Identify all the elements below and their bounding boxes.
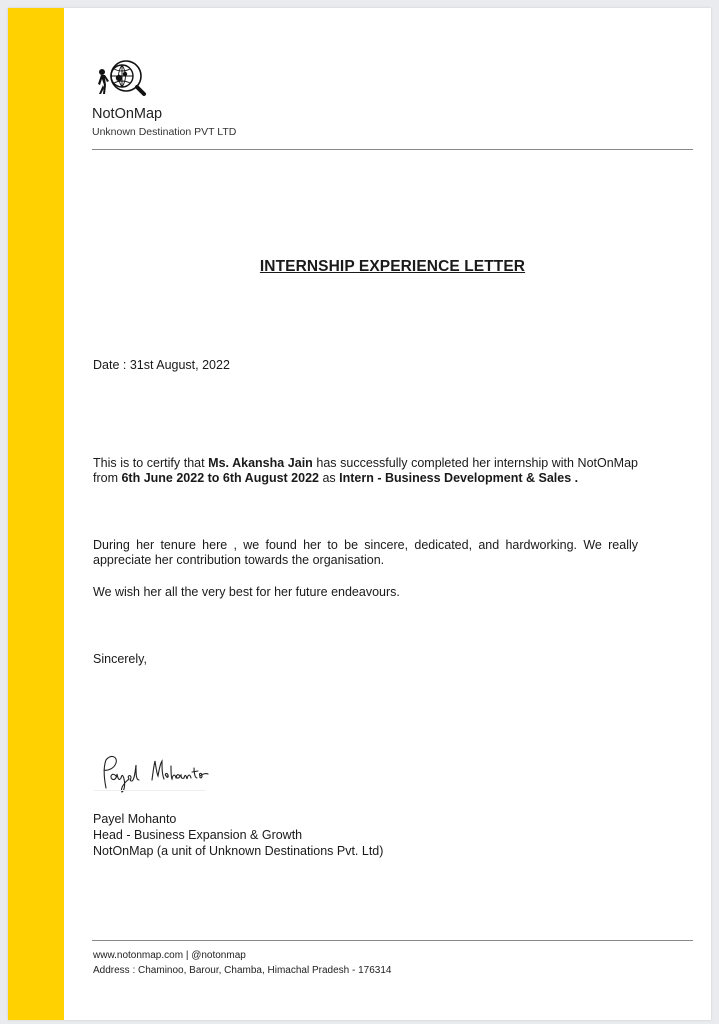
footer-website: www.notonmap.com | @notonmap xyxy=(93,950,246,961)
p1-text-1: This is to certify that xyxy=(93,456,209,470)
letter-page xyxy=(8,8,711,1020)
header-divider xyxy=(92,149,693,150)
company-name: NotOnMap xyxy=(92,106,163,122)
letter-title: INTERNSHIP EXPERIENCE LETTER xyxy=(259,258,526,275)
yellow-side-stripe xyxy=(8,8,64,1020)
wishes-paragraph: We wish her all the very best for her future endeavours. xyxy=(93,585,400,599)
letter-date: Date : 31st August, 2022 xyxy=(93,358,230,372)
explorer-magnifier-logo-icon xyxy=(92,54,154,102)
signature-underline xyxy=(94,790,206,791)
footer-address: Address : Chaminoo, Barour, Chamba, Himachal Pradesh - 176314 xyxy=(93,965,392,976)
closing-salutation: Sincerely, xyxy=(93,652,147,666)
handwritten-signature xyxy=(94,752,224,794)
footer-divider xyxy=(92,940,693,941)
internship-period: 6th June 2022 to 6th August 2022 xyxy=(121,471,319,485)
signatory-name: Payel Mohanto xyxy=(93,812,177,826)
company-subtitle: Unknown Destination PVT LTD xyxy=(92,126,237,138)
intern-role: Intern - Business Development & Sales . xyxy=(339,471,579,485)
appreciation-paragraph: During her tenure here , we found her to be sincere, dedicated, and hardworking. We really appreciate her contribution towards the organisation. xyxy=(93,538,638,567)
p1-text-3: as xyxy=(319,471,340,485)
intern-name: Ms. Akansha Jain xyxy=(208,456,313,470)
certification-paragraph xyxy=(93,456,638,486)
signatory-organisation: NotOnMap (a unit of Unknown Destinations Pvt. Ltd) xyxy=(93,844,384,858)
signatory-block xyxy=(93,811,383,859)
p1-text-2: has successfully completed her internship with NotOnMap from xyxy=(93,456,639,485)
signatory-designation: Head - Business Expansion & Growth xyxy=(93,828,303,842)
